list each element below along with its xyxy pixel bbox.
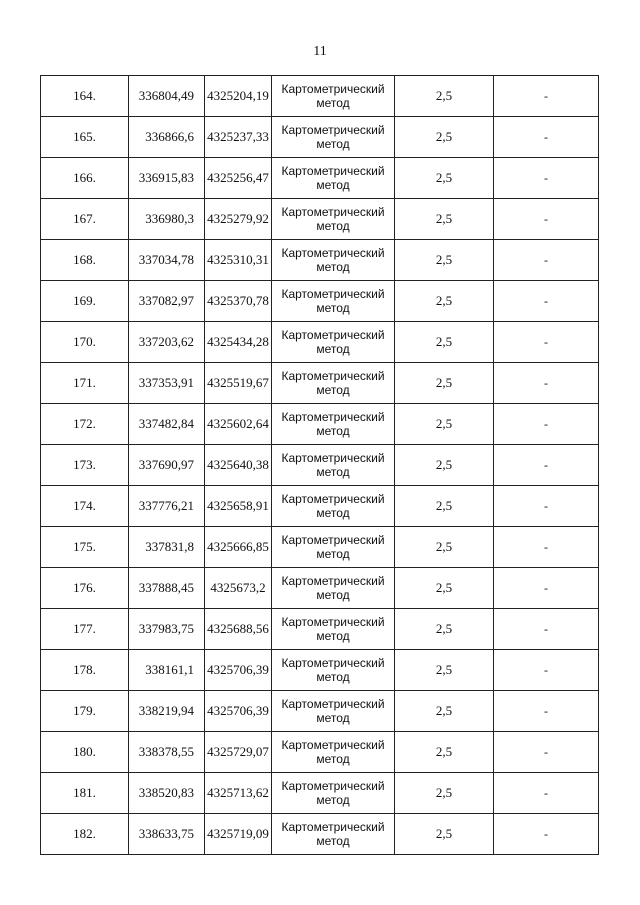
accuracy-cell: 2,5 — [395, 568, 494, 609]
x-coordinate-cell: 336804,49 — [129, 76, 205, 117]
accuracy-cell: 2,5 — [395, 322, 494, 363]
table-row — [41, 568, 599, 609]
accuracy-cell: 2,5 — [395, 445, 494, 486]
note-cell: - — [494, 158, 599, 199]
note-cell: - — [494, 568, 599, 609]
point-number-cell: 166. — [41, 158, 129, 199]
y-coordinate-cell: 4325673,2 — [205, 568, 272, 609]
x-coordinate-cell: 337983,75 — [129, 609, 205, 650]
method-cell — [272, 240, 395, 281]
coordinates-table — [40, 75, 599, 855]
x-coordinate-cell: 338520,83 — [129, 773, 205, 814]
y-coordinate-cell: 4325434,28 — [205, 322, 272, 363]
table-row — [41, 773, 599, 814]
x-coordinate-cell: 338378,55 — [129, 732, 205, 773]
method-line-1: Картометрический — [281, 122, 385, 137]
method-cell — [272, 732, 395, 773]
note-cell: - — [494, 363, 599, 404]
table-row — [41, 199, 599, 240]
note-cell: - — [494, 732, 599, 773]
method-line-2: метод — [316, 506, 350, 520]
x-coordinate-cell: 337831,8 — [129, 527, 205, 568]
method-line-2: метод — [316, 96, 350, 110]
table-row — [41, 404, 599, 445]
note-cell: - — [494, 814, 599, 855]
method-cell — [272, 773, 395, 814]
method-cell — [272, 445, 395, 486]
accuracy-cell: 2,5 — [395, 240, 494, 281]
method-cell — [272, 814, 395, 855]
method-cell — [272, 527, 395, 568]
table-row — [41, 691, 599, 732]
table-row — [41, 486, 599, 527]
point-number-cell: 173. — [41, 445, 129, 486]
method-cell — [272, 117, 395, 158]
note-cell: - — [494, 650, 599, 691]
method-line-1: Картометрический — [281, 737, 385, 752]
method-line-2: метод — [316, 301, 350, 315]
table-row — [41, 445, 599, 486]
method-line-1: Картометрический — [281, 491, 385, 506]
y-coordinate-cell: 4325658,91 — [205, 486, 272, 527]
method-line-1: Картометрический — [281, 163, 385, 178]
method-line-2: метод — [316, 424, 350, 438]
method-line-2: метод — [316, 629, 350, 643]
y-coordinate-cell: 4325706,39 — [205, 650, 272, 691]
y-coordinate-cell: 4325706,39 — [205, 691, 272, 732]
note-cell: - — [494, 691, 599, 732]
note-cell: - — [494, 322, 599, 363]
x-coordinate-cell: 337203,62 — [129, 322, 205, 363]
note-cell: - — [494, 609, 599, 650]
x-coordinate-cell: 338219,94 — [129, 691, 205, 732]
table-row — [41, 240, 599, 281]
method-line-2: метод — [316, 547, 350, 561]
method-line-2: метод — [316, 793, 350, 807]
x-coordinate-cell: 336915,83 — [129, 158, 205, 199]
accuracy-cell: 2,5 — [395, 158, 494, 199]
y-coordinate-cell: 4325279,92 — [205, 199, 272, 240]
point-number-cell: 169. — [41, 281, 129, 322]
method-line-2: метод — [316, 752, 350, 766]
x-coordinate-cell: 337888,45 — [129, 568, 205, 609]
method-cell — [272, 158, 395, 199]
y-coordinate-cell: 4325256,47 — [205, 158, 272, 199]
x-coordinate-cell: 338633,75 — [129, 814, 205, 855]
point-number-cell: 182. — [41, 814, 129, 855]
table-row — [41, 732, 599, 773]
accuracy-cell: 2,5 — [395, 691, 494, 732]
note-cell: - — [494, 240, 599, 281]
note-cell: - — [494, 486, 599, 527]
point-number-cell: 179. — [41, 691, 129, 732]
method-line-2: метод — [316, 465, 350, 479]
accuracy-cell: 2,5 — [395, 117, 494, 158]
method-cell — [272, 650, 395, 691]
method-line-1: Картометрический — [281, 532, 385, 547]
x-coordinate-cell: 337482,84 — [129, 404, 205, 445]
point-number-cell: 167. — [41, 199, 129, 240]
y-coordinate-cell: 4325370,78 — [205, 281, 272, 322]
method-line-1: Картометрический — [281, 245, 385, 260]
table-row — [41, 281, 599, 322]
x-coordinate-cell: 337776,21 — [129, 486, 205, 527]
accuracy-cell: 2,5 — [395, 609, 494, 650]
method-line-2: метод — [316, 219, 350, 233]
method-cell — [272, 568, 395, 609]
point-number-cell: 172. — [41, 404, 129, 445]
point-number-cell: 165. — [41, 117, 129, 158]
x-coordinate-cell: 336980,3 — [129, 199, 205, 240]
method-line-2: метод — [316, 383, 350, 397]
method-line-2: метод — [316, 342, 350, 356]
table-row — [41, 158, 599, 199]
y-coordinate-cell: 4325719,09 — [205, 814, 272, 855]
method-line-1: Картометрический — [281, 327, 385, 342]
page-number: 11 — [313, 44, 327, 59]
table-row — [41, 322, 599, 363]
note-cell: - — [494, 773, 599, 814]
note-cell: - — [494, 404, 599, 445]
table-row — [41, 609, 599, 650]
point-number-cell: 175. — [41, 527, 129, 568]
method-line-2: метод — [316, 178, 350, 192]
accuracy-cell: 2,5 — [395, 732, 494, 773]
note-cell: - — [494, 199, 599, 240]
point-number-cell: 171. — [41, 363, 129, 404]
method-line-2: метод — [316, 260, 350, 274]
method-cell — [272, 486, 395, 527]
accuracy-cell: 2,5 — [395, 363, 494, 404]
method-line-2: метод — [316, 137, 350, 151]
method-line-1: Картометрический — [281, 409, 385, 424]
x-coordinate-cell: 337353,91 — [129, 363, 205, 404]
point-number-cell: 174. — [41, 486, 129, 527]
coordinates-table-body — [41, 76, 599, 855]
method-line-1: Картометрический — [281, 614, 385, 629]
method-line-2: метод — [316, 711, 350, 725]
y-coordinate-cell: 4325666,85 — [205, 527, 272, 568]
accuracy-cell: 2,5 — [395, 281, 494, 322]
accuracy-cell: 2,5 — [395, 199, 494, 240]
y-coordinate-cell: 4325204,19 — [205, 76, 272, 117]
table-row — [41, 76, 599, 117]
point-number-cell: 176. — [41, 568, 129, 609]
method-cell — [272, 199, 395, 240]
method-line-1: Картометрический — [281, 286, 385, 301]
accuracy-cell: 2,5 — [395, 76, 494, 117]
table-row — [41, 650, 599, 691]
y-coordinate-cell: 4325519,67 — [205, 363, 272, 404]
point-number-cell: 164. — [41, 76, 129, 117]
method-line-2: метод — [316, 588, 350, 602]
accuracy-cell: 2,5 — [395, 773, 494, 814]
method-line-1: Картометрический — [281, 778, 385, 793]
table-row — [41, 814, 599, 855]
x-coordinate-cell: 336866,6 — [129, 117, 205, 158]
y-coordinate-cell: 4325688,56 — [205, 609, 272, 650]
method-line-1: Картометрический — [281, 819, 385, 834]
accuracy-cell: 2,5 — [395, 527, 494, 568]
method-line-2: метод — [316, 834, 350, 848]
note-cell: - — [494, 117, 599, 158]
x-coordinate-cell: 337034,78 — [129, 240, 205, 281]
method-line-1: Картометрический — [281, 696, 385, 711]
y-coordinate-cell: 4325237,33 — [205, 117, 272, 158]
method-line-1: Картометрический — [281, 655, 385, 670]
point-number-cell: 181. — [41, 773, 129, 814]
method-line-1: Картометрический — [281, 573, 385, 588]
method-cell — [272, 281, 395, 322]
method-line-1: Картометрический — [281, 81, 385, 96]
method-line-1: Картометрический — [281, 450, 385, 465]
note-cell: - — [494, 527, 599, 568]
method-line-1: Картометрический — [281, 368, 385, 383]
table-row — [41, 117, 599, 158]
accuracy-cell: 2,5 — [395, 650, 494, 691]
point-number-cell: 180. — [41, 732, 129, 773]
y-coordinate-cell: 4325640,38 — [205, 445, 272, 486]
method-cell — [272, 609, 395, 650]
x-coordinate-cell: 338161,1 — [129, 650, 205, 691]
y-coordinate-cell: 4325602,64 — [205, 404, 272, 445]
y-coordinate-cell: 4325713,62 — [205, 773, 272, 814]
point-number-cell: 178. — [41, 650, 129, 691]
point-number-cell: 168. — [41, 240, 129, 281]
x-coordinate-cell: 337082,97 — [129, 281, 205, 322]
point-number-cell: 170. — [41, 322, 129, 363]
accuracy-cell: 2,5 — [395, 486, 494, 527]
method-cell — [272, 404, 395, 445]
method-cell — [272, 76, 395, 117]
y-coordinate-cell: 4325729,07 — [205, 732, 272, 773]
accuracy-cell: 2,5 — [395, 814, 494, 855]
method-cell — [272, 322, 395, 363]
note-cell: - — [494, 76, 599, 117]
point-number-cell: 177. — [41, 609, 129, 650]
method-cell — [272, 363, 395, 404]
method-line-1: Картометрический — [281, 204, 385, 219]
note-cell: - — [494, 281, 599, 322]
y-coordinate-cell: 4325310,31 — [205, 240, 272, 281]
table-row — [41, 363, 599, 404]
x-coordinate-cell: 337690,97 — [129, 445, 205, 486]
method-cell — [272, 691, 395, 732]
table-row — [41, 527, 599, 568]
note-cell: - — [494, 445, 599, 486]
accuracy-cell: 2,5 — [395, 404, 494, 445]
method-line-2: метод — [316, 670, 350, 684]
